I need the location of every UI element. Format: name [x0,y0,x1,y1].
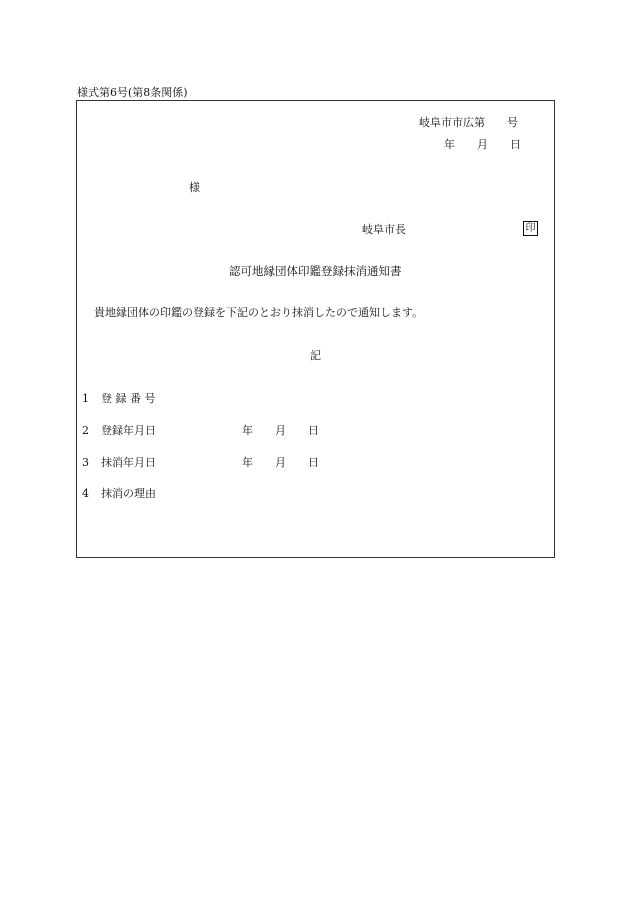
item-label: 抹消の理由 [101,487,156,500]
record-heading: 記 [310,349,321,362]
form-label: 様式第6号(第8条関係) [77,86,188,99]
document-title: 認可地縁団体印鑑登録抹消通知書 [229,264,402,278]
item-number: 3 [82,456,89,469]
item-label: 登録年月日 [101,424,156,437]
issuer-number: 岐阜市市広第 号 [419,116,518,129]
issue-date: 年 月 日 [444,138,521,151]
sender-name: 岐阜市長 [362,223,406,236]
item-number: 2 [82,424,89,437]
item-number: 4 [82,487,89,500]
item-value: 年 月 日 [242,424,319,437]
body-text: 貴地縁団体の印鑑の登録を下記のとおり抹消したので通知します。 [94,306,424,319]
item-label: 抹消年月日 [101,456,156,469]
addressee-honorific: 様 [189,181,200,194]
item-label: 登 録 番 号 [101,392,156,405]
item-value: 年 月 日 [242,456,319,469]
seal-mark: 印 [523,221,538,236]
item-number: 1 [82,392,89,405]
